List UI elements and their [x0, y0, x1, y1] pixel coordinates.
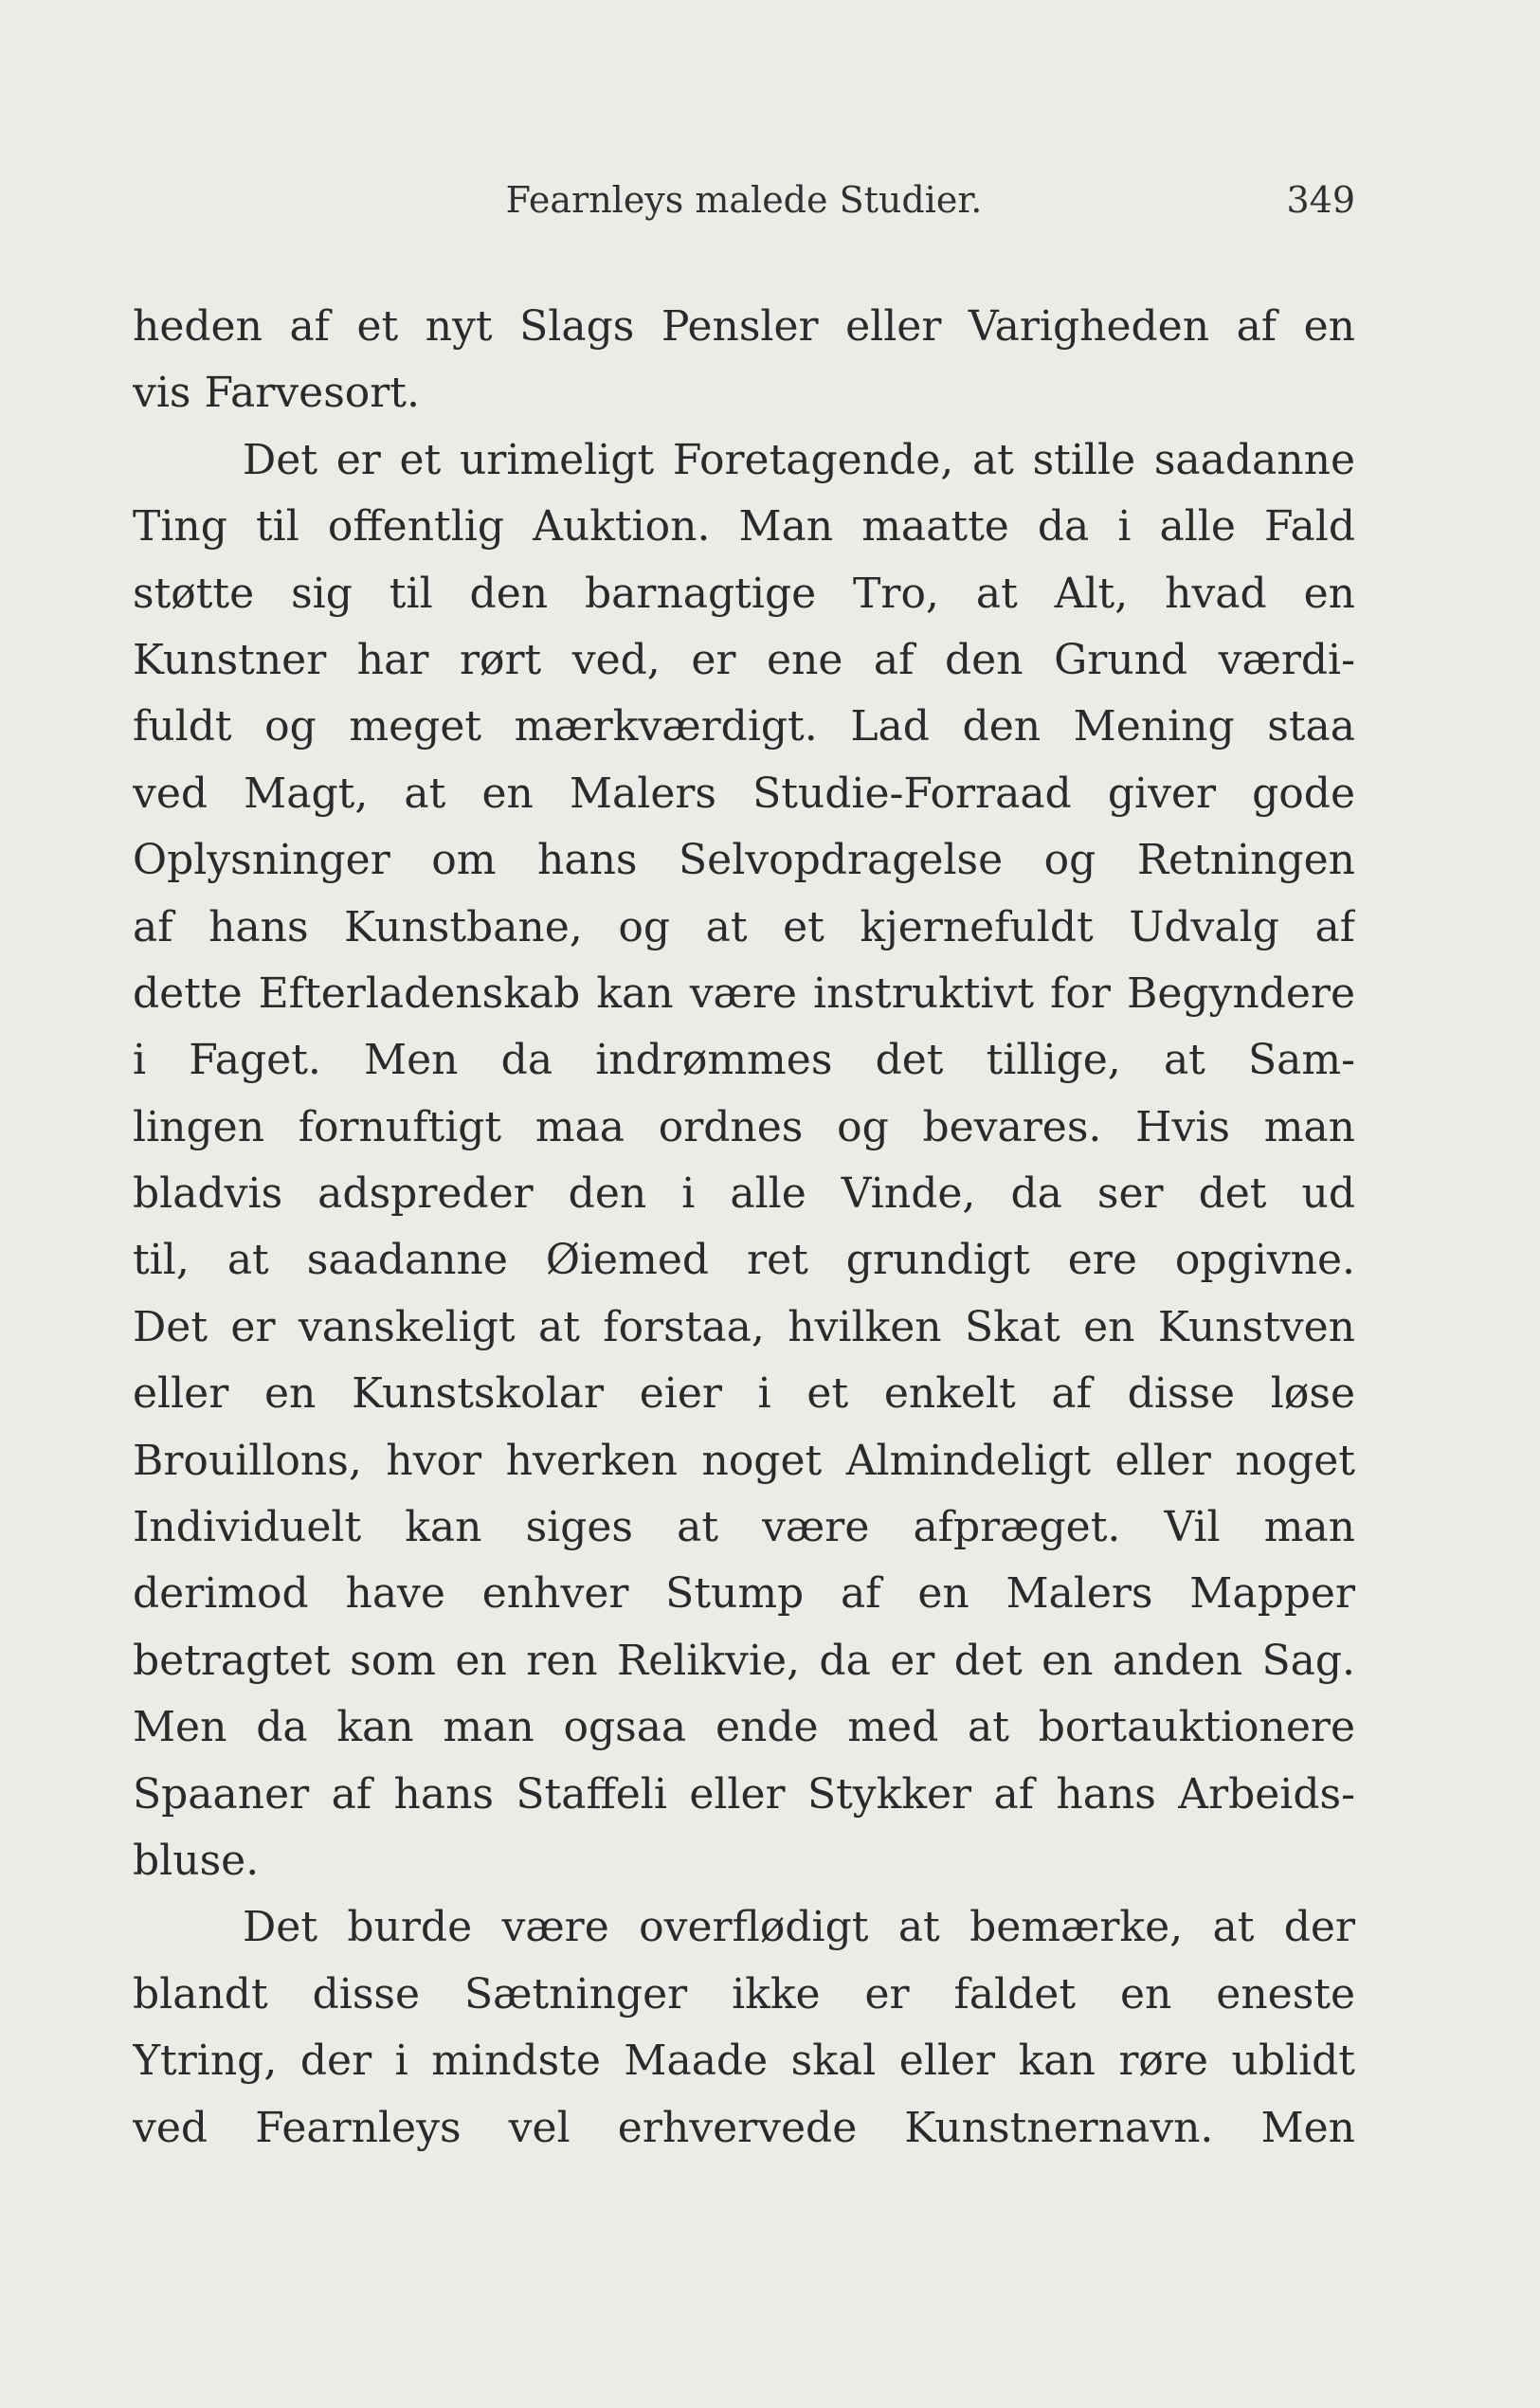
text-line: heden af et nyt Slags Pensler eller Varigheden af en	[133, 302, 1355, 351]
text-line: til, at saadanne Øiemed ret grundigt ere opgivne.	[133, 1236, 1355, 1285]
text-line: af hans Kunstbane, og at et kjernefuldt Udvalg af	[133, 902, 1355, 951]
page-number: 349	[1286, 179, 1355, 221]
text-line: bluse.	[133, 1836, 260, 1885]
text-line: Det burde være overflødigt at bemærke, at der	[243, 1903, 1355, 1952]
text-line: derimod have enhver Stump af en Malers Mapper	[133, 1569, 1355, 1619]
text-line: støtte sig til den barnagtige Tro, at Alt, hvad en	[133, 569, 1355, 618]
running-head	[133, 176, 1355, 224]
text-line: blandt disse Sætninger ikke er faldet en eneste	[133, 1969, 1355, 2019]
text-line: Oplysninger om hans Selvopdragelse og Retningen	[133, 836, 1355, 885]
text-line: ved Fearnleys vel erhvervede Kunstnernavn. Men	[133, 2103, 1355, 2152]
text-line: ved Magt, at en Malers Studie-Forraad giver gode	[133, 769, 1355, 818]
text-line: Det er et urimeligt Foretagende, at stille saadanne	[243, 435, 1355, 484]
body-text	[133, 294, 1355, 2162]
text-line: Ytring, der i mindste Maade skal eller kan røre ublidt	[133, 2037, 1355, 2086]
text-line: Brouillons, hvor hverken noget Almindeligt eller noget	[133, 1436, 1355, 1485]
text-line: i Faget. Men da indrømmes det tillige, at Sam-	[133, 1036, 1355, 1085]
text-line: bladvis adspreder den i alle Vinde, da ser det ud	[133, 1169, 1355, 1219]
running-title: Fearnleys malede Studier.	[505, 179, 983, 221]
text-line: Individuelt kan siges at være afpræget. Vil man	[133, 1503, 1355, 1552]
text-line: Ting til offentlig Auktion. Man maatte da i alle Fald	[133, 502, 1355, 552]
text-line: Men da kan man ogsaa ende med at bortauktionere	[133, 1703, 1355, 1752]
text-line: eller en Kunstskolar eier i et enkelt af disse løse	[133, 1369, 1355, 1419]
text-line: Det er vanskeligt at forstaa, hvilken Skat en Kunstven	[133, 1302, 1355, 1351]
text-line: vis Farvesort.	[133, 369, 420, 418]
text-line: Kunstner har rørt ved, er ene af den Grund værdi-	[133, 635, 1355, 684]
text-line: betragtet som en ren Relikvie, da er det en anden Sag.	[133, 1636, 1355, 1685]
text-line: dette Efterladenskab kan være instruktivt for Begyndere	[133, 969, 1355, 1018]
text-line: lingen fornuftigt maa ordnes og bevares. Hvis man	[133, 1102, 1355, 1151]
text-line: fuldt og meget mærkværdigt. Lad den Mening staa	[133, 702, 1355, 751]
text-line: Spaaner af hans Staffeli eller Stykker af hans Arbeids-	[133, 1769, 1355, 1819]
